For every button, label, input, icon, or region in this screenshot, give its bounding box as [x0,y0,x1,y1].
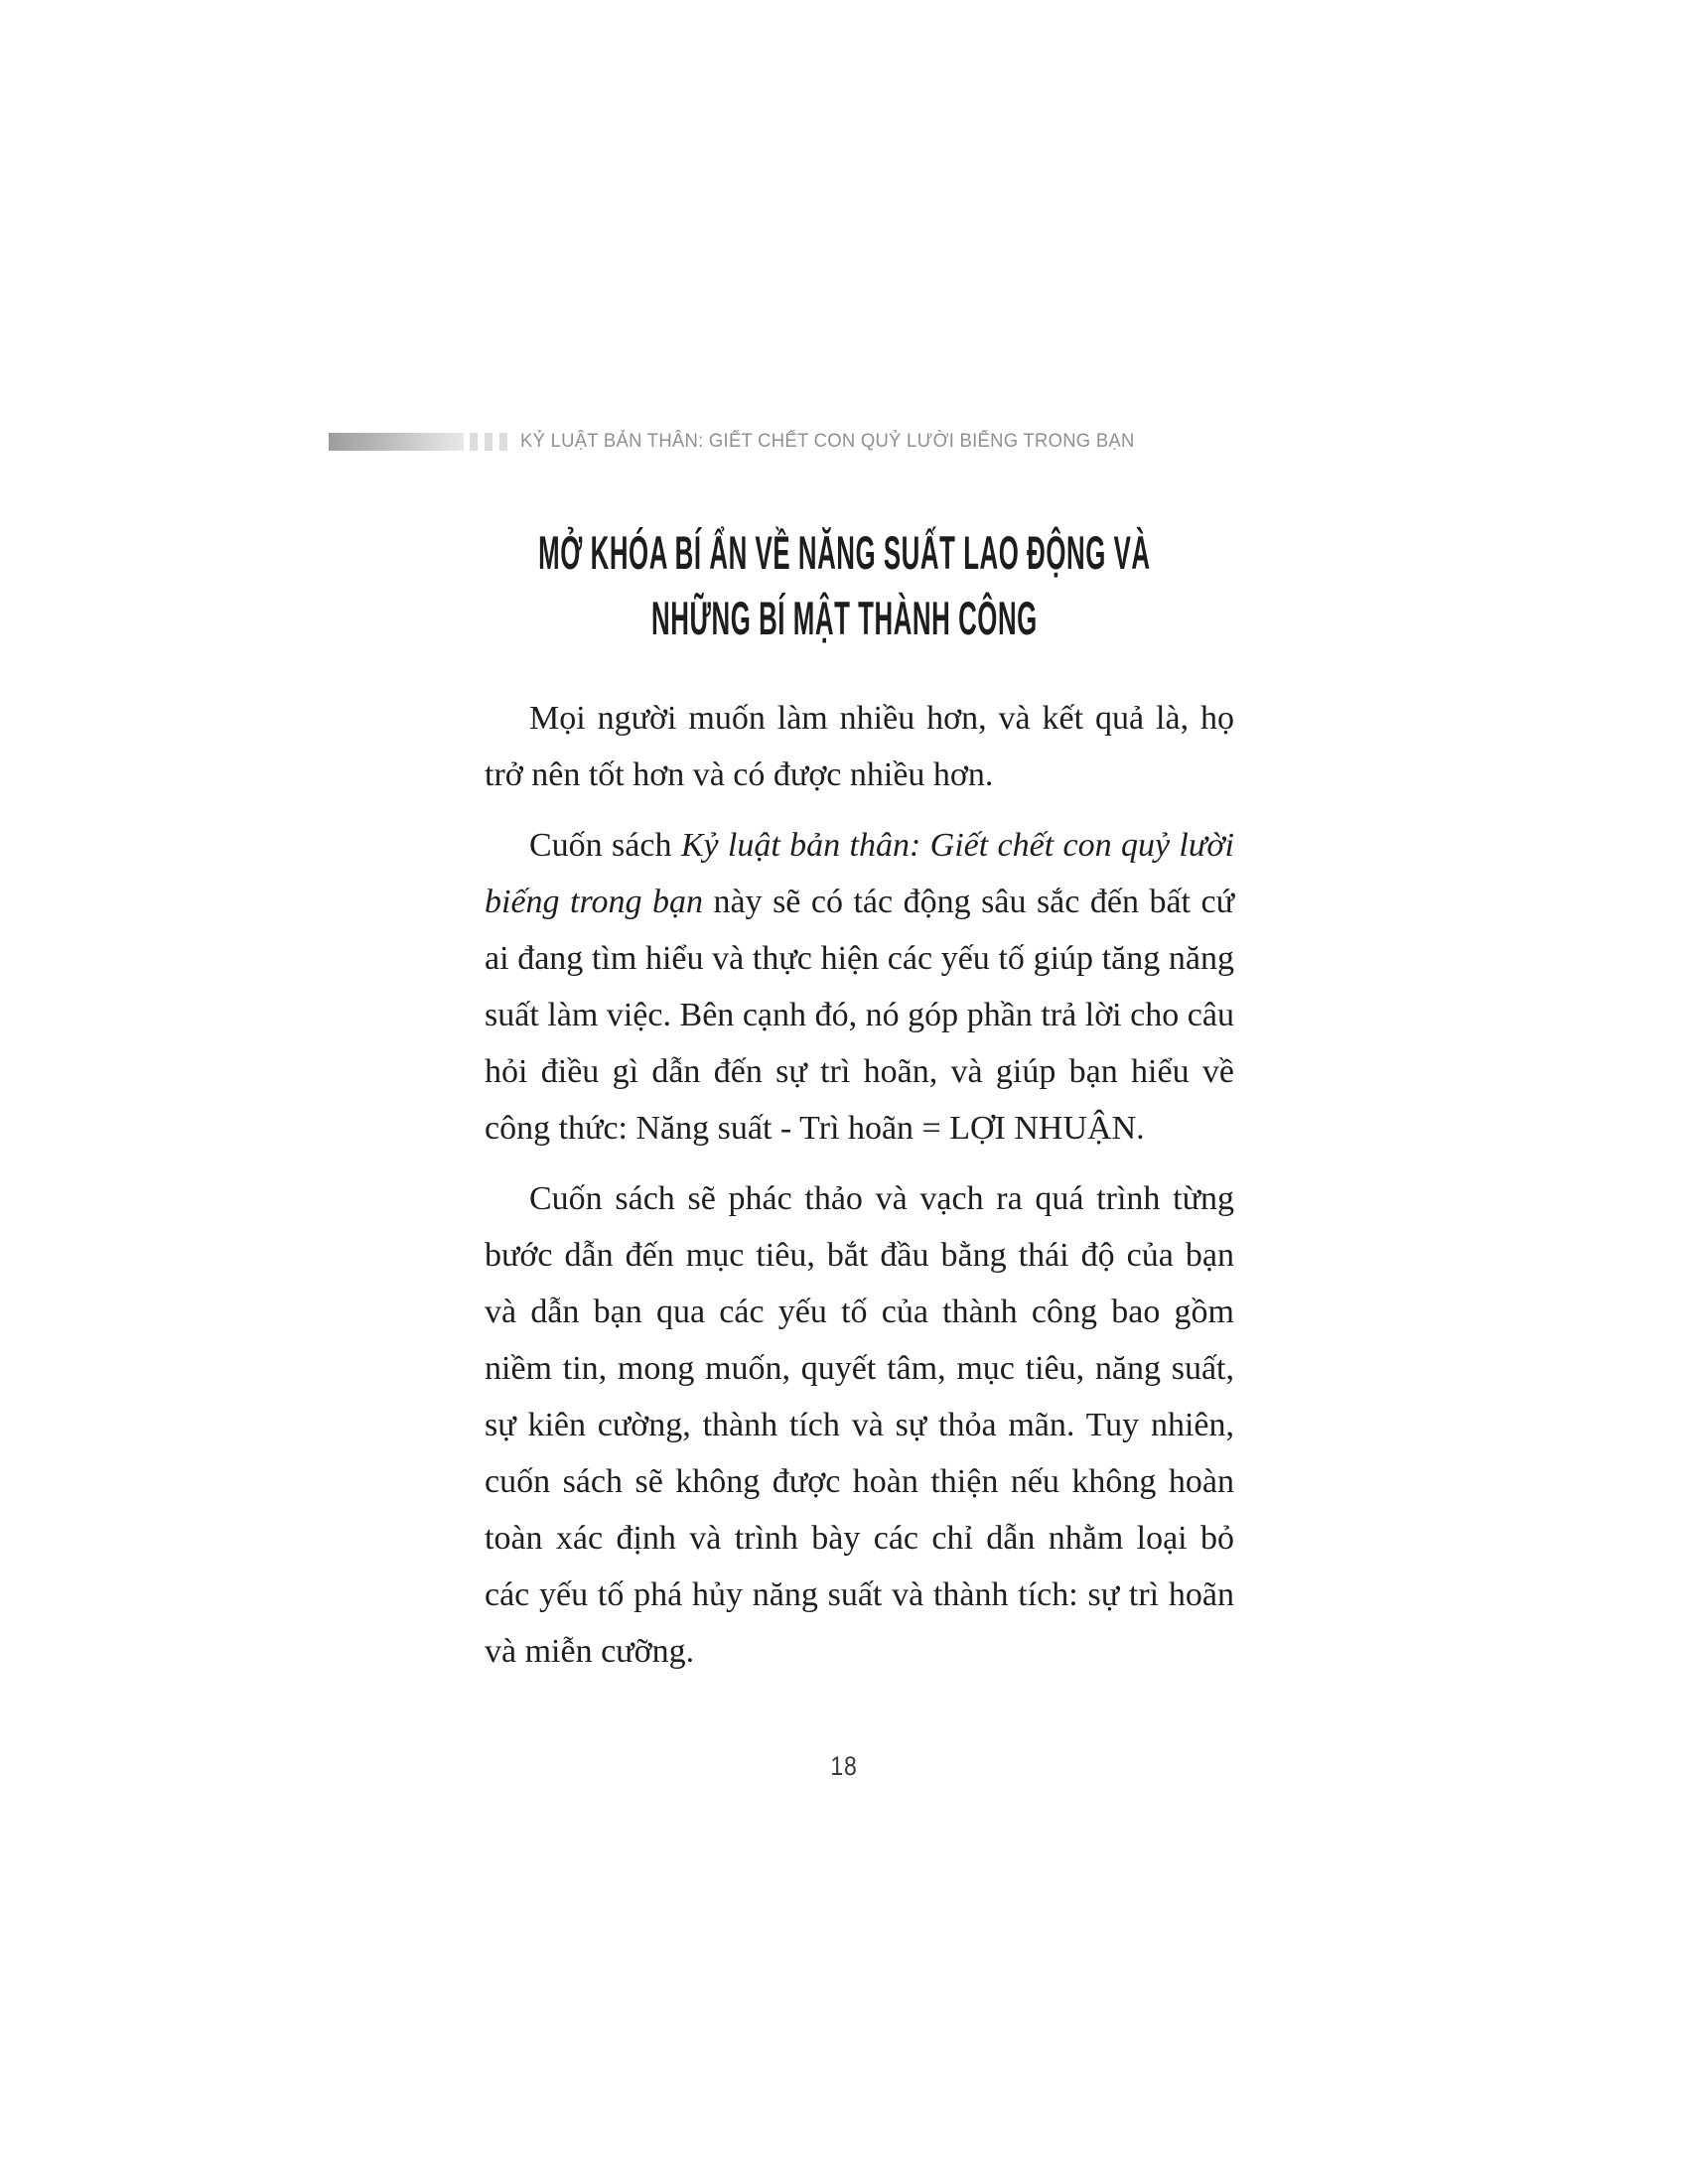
text-segment: Cuốn sách [529,827,681,864]
book-title-italic: Kỷ luật bản thân: Giết chết con quỷ lười biếng trong bạn [485,827,1235,920]
paragraph [485,817,1234,1157]
page-number: 18 [830,1751,858,1781]
text-segment: Cuốn sách sẽ phác thảo và vạch ra quá trình từng bước dẫn đến mục tiêu, bắt đầu bằng thái độ của bạn và dẫn bạn qua các yếu tố của thành công bao gồm niềm tin, mong muốn, quyết tâm, mục tiêu, năng suất, sự kiên cường, thành tích và sự thỏa mãn. Tuy nhiên, cuốn sách sẽ không được hoàn thiện nếu không hoàn toàn xác định và trình bày các chỉ dẫn nhằm loại bỏ các yếu tố phá hủy năng suất và thành tích: sự trì hoãn và miễn cưỡng. [485,1180,1234,1670]
paragraph [485,1170,1234,1680]
header-tick-3 [499,433,507,451]
paragraph [485,690,1234,803]
text-segment: Mọi người muốn làm nhiều hơn, và kết quả là, họ trở nên tốt hơn và có được nhiều hơn. [485,700,1234,793]
running-title: KỶ LUẬT BẢN THÂN: GIẾT CHẾT CON QUỶ LƯỜI BIẾNG TRONG BẠN [520,431,1135,452]
header-tick-2 [485,433,492,451]
body-paragraphs [485,690,1234,1694]
chapter-title [0,520,1688,651]
header-gradient-bar [329,433,464,451]
text-segment: này sẽ có tác động sâu sắc đến bất cứ ai đang tìm hiểu và thực hiện các yếu tố giúp tăng năng suất làm việc. Bên cạnh đó, nó góp phần trả lời cho câu hỏi điều gì dẫn đến sự trì hoãn, và giúp bạn hiểu về công thức: Năng suất - Trì hoãn = LỢI NHUẬN. [485,884,1235,1147]
running-head [329,433,1154,451]
chapter-title-line-2: NHỮNG BÍ MẬT THÀNH CÔNG [650,592,1038,644]
header-tick-1 [470,433,478,451]
chapter-title-line-1: MỞ KHÓA BÍ ẨN VỀ NĂNG SUẤT LAO ĐỘNG VÀ [537,526,1151,579]
